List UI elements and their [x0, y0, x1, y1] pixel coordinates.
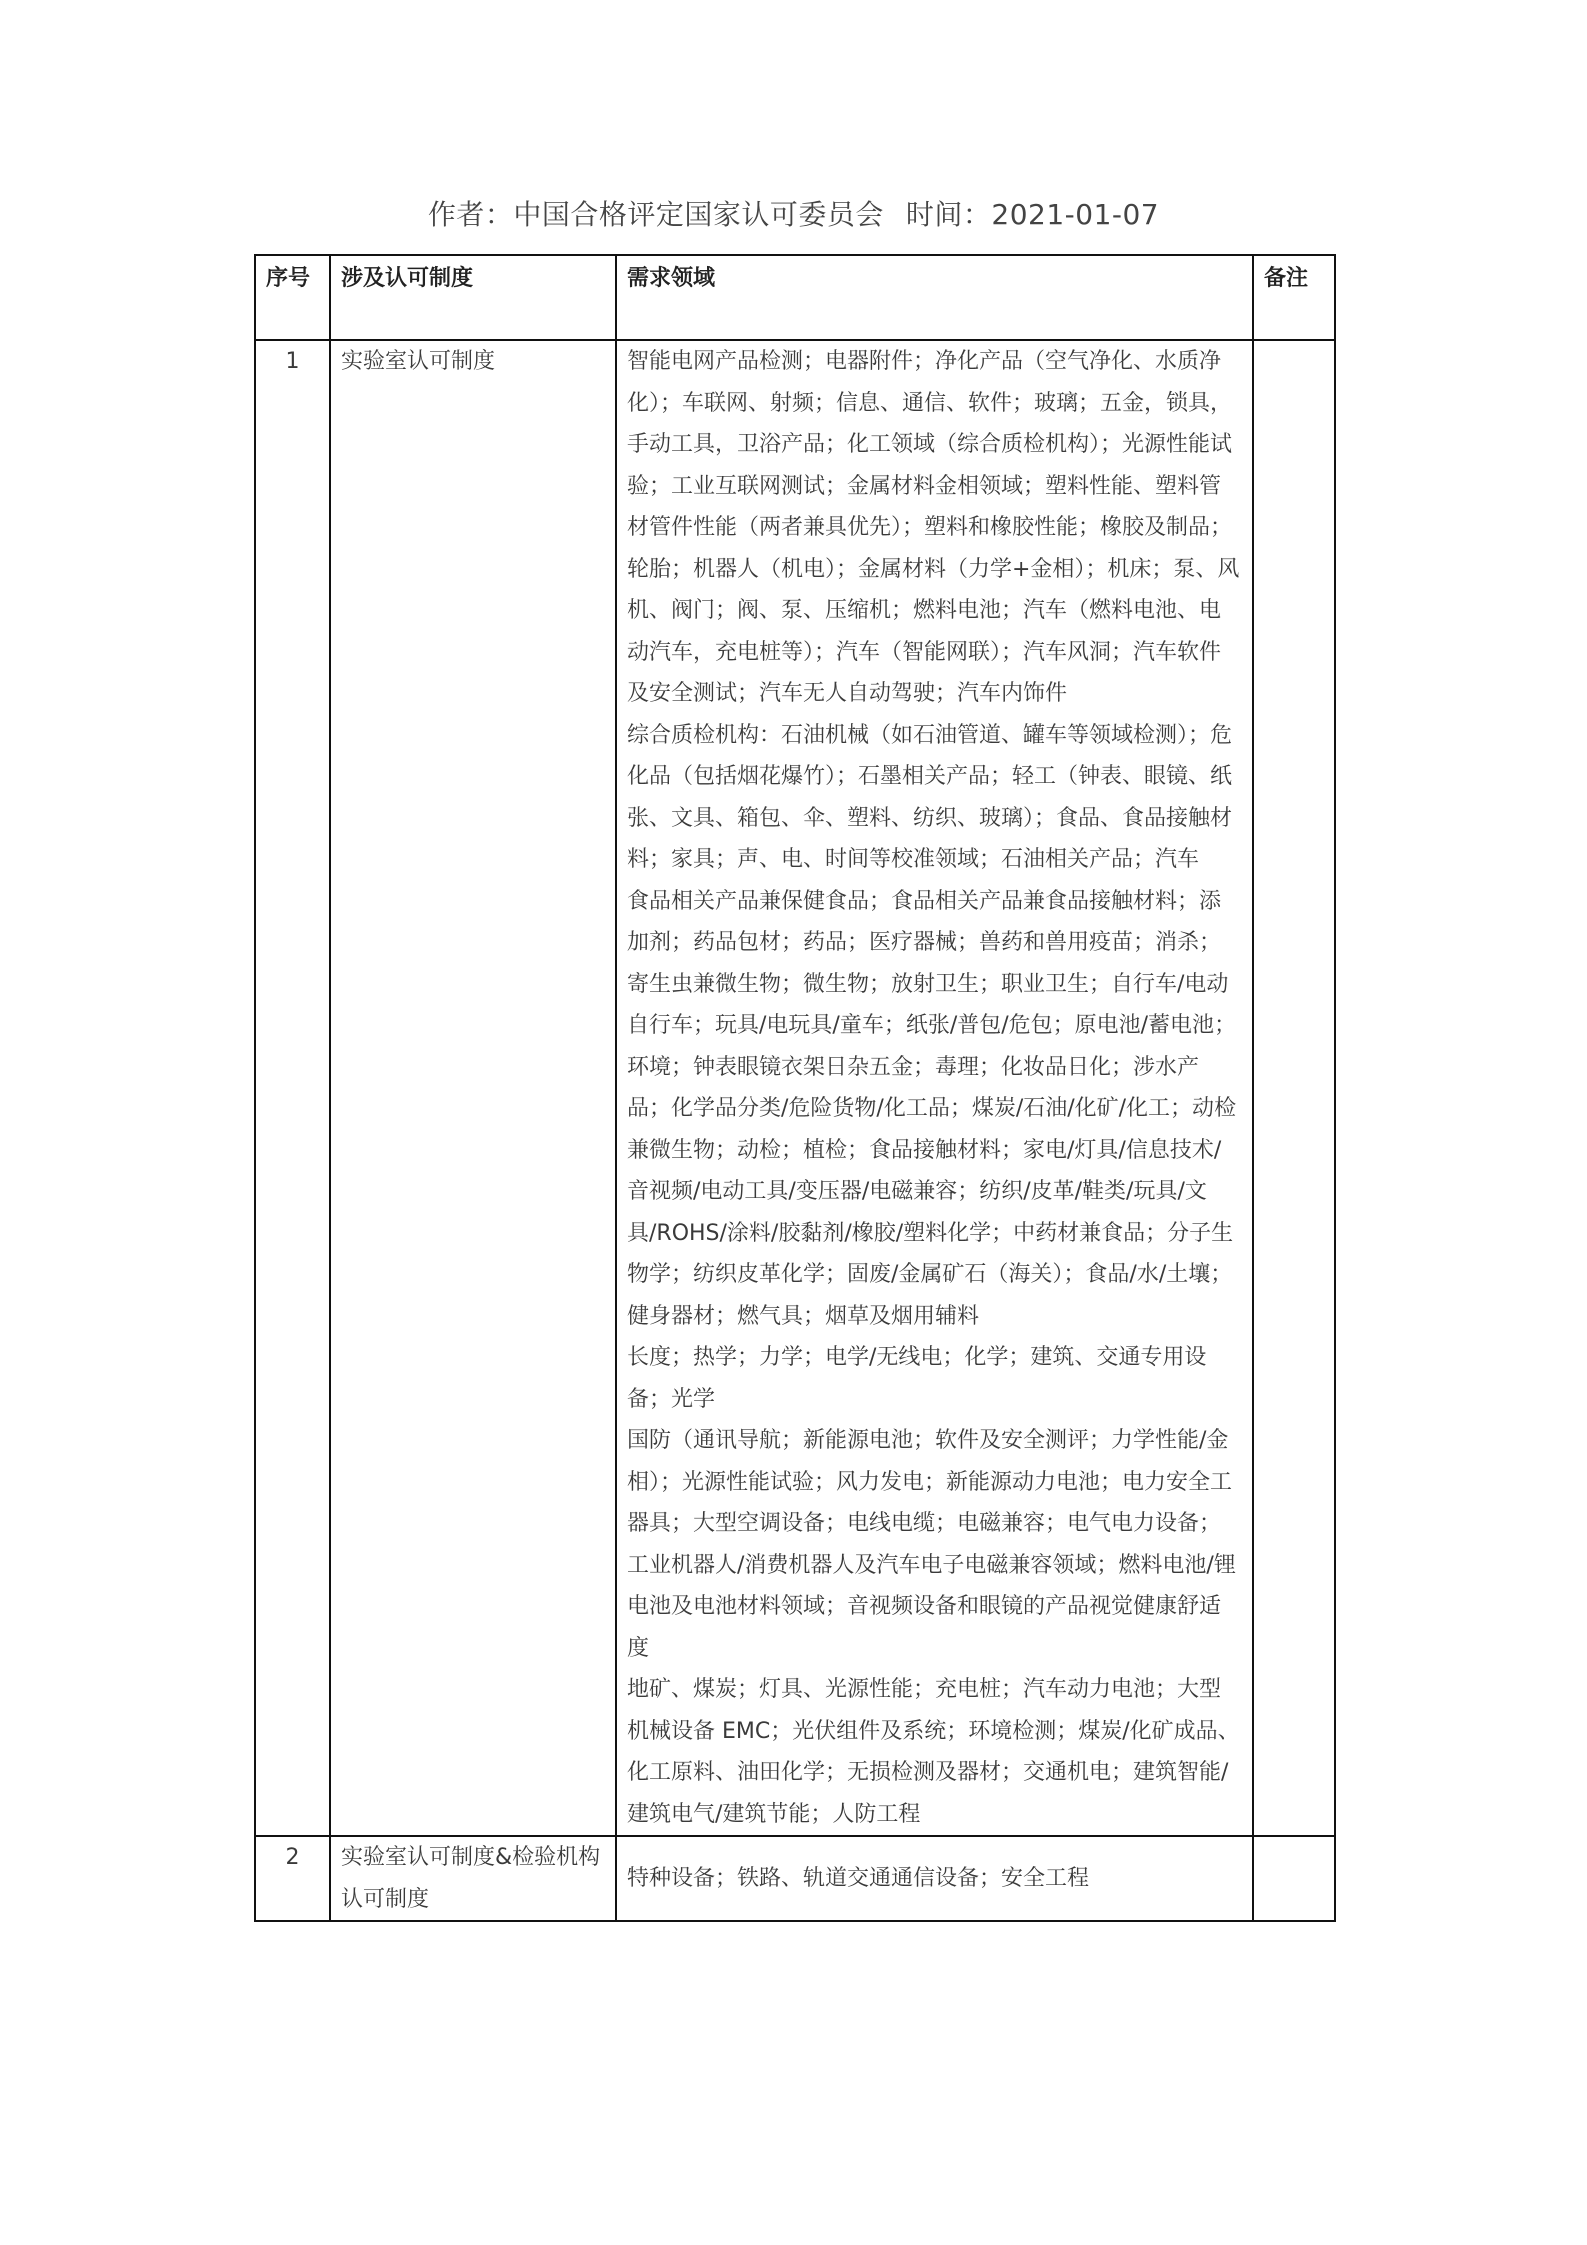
author-label: 作者：中国合格评定国家认可委员会 — [427, 198, 884, 231]
row-number: 1 — [255, 340, 330, 1836]
date-label: 时间：2021-01-07 — [905, 198, 1160, 231]
area-paragraph: 国防（通讯导航；新能源电池；软件及安全测评；力学性能/金相）；光源性能试验；风力发电；新能源动力电池；电力安全工器具；大型空调设备；电线电缆；电磁兼容；电气电力设备；工业机器人/消费机器人及汽车电子电磁兼容领域；燃料电池/锂电池及电池材料领域；音视频设备和眼镜的产品视觉健康舒适度 — [627, 1428, 1236, 1661]
accreditation-system: 实验室认可制度 — [330, 340, 616, 1836]
document-header — [0, 193, 1587, 233]
demand-areas — [616, 340, 1253, 1836]
table-row — [255, 1836, 1335, 1921]
demand-areas — [616, 1836, 1253, 1921]
requirements-table — [254, 254, 1336, 1922]
row-number: 2 — [255, 1836, 330, 1921]
area-paragraph: 长度；热学；力学；电学/无线电；化学；建筑、交通专用设备；光学 — [627, 1345, 1207, 1412]
column-header-system: 涉及认可制度 — [330, 255, 616, 340]
area-paragraph: 综合质检机构：石油机械（如石油管道、罐车等领域检测）；危化品（包括烟花爆竹）；石墨相关产品；轻工（钟表、眼镜、纸张、文具、箱包、伞、塑料、纺织、玻璃）；食品、食品接触材料；家具；声、电、时间等校准领域；石油相关产品；汽车 — [627, 722, 1233, 872]
area-paragraph: 特种设备；铁路、轨道交通通信设备；安全工程 — [627, 1865, 1090, 1891]
area-paragraph: 智能电网产品检测；电器附件；净化产品（空气净化、水质净化）；车联网、射频；信息、通信、软件；玻璃；五金，锁具，手动工具，卫浴产品；化工领域（综合质检机构）；光源性能试验；工业互联网测试；金属材料金相领域；塑料性能、塑料管材管件性能（两者兼具优先）；塑料和橡胶性能；橡胶及制品；轮胎；机器人（机电）；金属材料（力学+金相）；机床；泵、风机、阀门；阀、泵、压缩机；燃料电池；汽车（燃料电池、电动汽车，充电桩等）；汽车（智能网联）；汽车风洞；汽车软件及安全测试；汽车无人自动驾驶；汽车内饰件 — [627, 349, 1240, 706]
column-header-note: 备注 — [1253, 255, 1335, 340]
table-row — [255, 340, 1335, 1836]
column-header-no: 序号 — [255, 255, 330, 340]
area-paragraph: 食品相关产品兼保健食品；食品相关产品兼食品接触材料；添加剂；药品包材；药品；医疗器械；兽药和兽用疫苗；消杀；寄生虫兼微生物；微生物；放射卫生；职业卫生；自行车/电动自行车；玩具/电玩具/童车；纸张/普包/危包；原电池/蓄电池；环境；钟表眼镜衣架日杂五金；毒理；化妆品日化；涉水产品；化学品分类/危险货物/化工品；煤炭/石油/化矿/化工；动检兼微生物；动检；植检；食品接触材料；家电/灯具/信息技术/音视频/电动工具/变压器/电磁兼容；纺织/皮革/鞋类/玩具/文具/ROHS/涂料/胶黏剂/橡胶/塑料化学；中药材兼食品；分子生物学；纺织皮革化学；固废/金属矿石（海关）；食品/水/土壤；健身器材；燃气具；烟草及烟用辅料 — [627, 888, 1237, 1329]
note-cell — [1253, 340, 1335, 1836]
column-header-areas: 需求领域 — [616, 255, 1253, 340]
accreditation-system: 实验室认可制度&检验机构认可制度 — [330, 1836, 616, 1921]
note-cell — [1253, 1836, 1335, 1921]
area-paragraph: 地矿、煤炭；灯具、光源性能；充电桩；汽车动力电池；大型机械设备 EMC；光伏组件及系统；环境检测；煤炭/化矿成品、化工原料、油田化学；无损检测及器材；交通机电；建筑智能/建筑电气/建筑节能；人防工程 — [627, 1677, 1240, 1827]
table-header-row — [255, 255, 1335, 340]
